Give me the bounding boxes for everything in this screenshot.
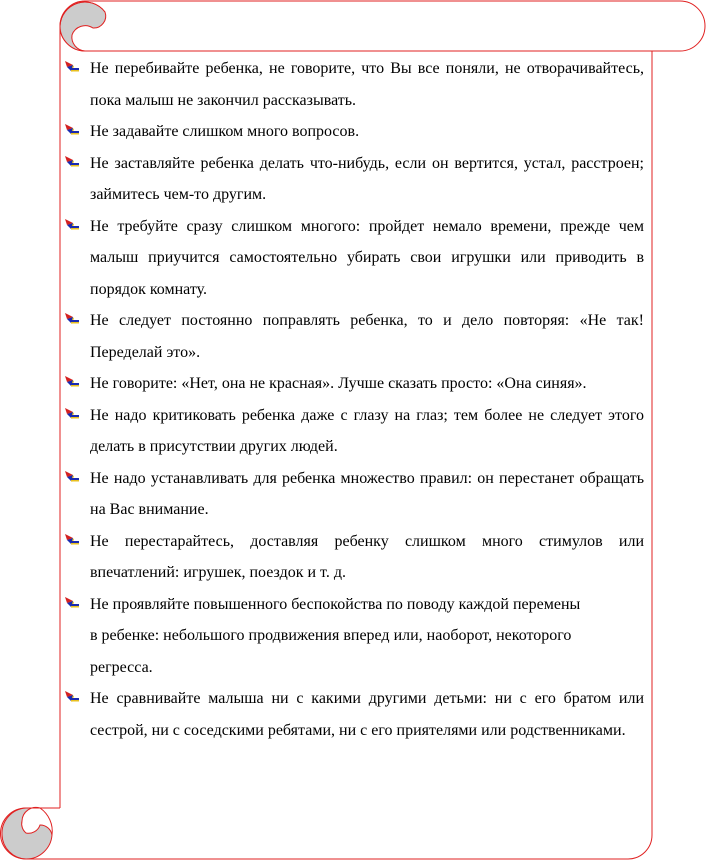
list-item-text: Не надо устанавливать для ребенка множество правил: он перестанет обращать на Вас внимание.: [90, 469, 644, 518]
list-item: [64, 463, 644, 526]
pushpin-bullet-icon: [64, 690, 80, 704]
list-item: [64, 53, 644, 116]
list-item-text: Не заставляйте ребенка делать что-нибудь, если он вертится, устал, расстроен; займитесь чем-то другим.: [90, 154, 644, 203]
list-item-text: Не задавайте слишком много вопросов.: [90, 123, 360, 140]
list-item-text: Не следует постоянно поправлять ребенка, то и дело повторяя: «Не так! Переделай это».: [90, 312, 644, 361]
pushpin-bullet-icon: [64, 312, 80, 326]
pushpin-bullet-icon: [64, 218, 80, 232]
advice-list: [64, 53, 644, 746]
pushpin-bullet-icon: [64, 533, 80, 547]
list-item-text: Не проявляйте повышенного беспокойства по поводу каждой перемены в ребенке: небольшого продвижения вперед или, наоборот, некоторого регресса.: [90, 595, 581, 676]
list-item-text: Не требуйте сразу слишком многого: пройдет немало времени, прежде чем малыш приучится самостоятельно убирать свои игрушки или приводить в порядок комнату.: [90, 217, 644, 298]
pushpin-bullet-icon: [64, 60, 80, 74]
scroll-curl-icon: [60, 2, 106, 51]
pushpin-bullet-icon: [64, 375, 80, 389]
list-item-text: Не говорите: «Нет, она не красная». Лучше сказать просто: «Она синяя».: [90, 375, 587, 392]
pushpin-bullet-icon: [64, 123, 80, 137]
scroll-top-roll: [60, 1, 705, 51]
list-item-text: Не перебивайте ребенка, не говорите, что Вы все поняли, не отворачивайтесь, пока малыш не закончил рассказывать.: [90, 60, 644, 109]
list-item-text: Не сравнивайте малыша ни с какими другими детьми: ни с его братом или сестрой, ни с соседскими ребятами, ни с его приятелями или родственниками.: [90, 690, 644, 739]
list-item: [64, 368, 644, 400]
list-item: [64, 400, 644, 463]
list-item: [64, 589, 644, 684]
list-item: [64, 526, 644, 589]
list-item: [64, 683, 644, 746]
list-item-text: Не перестарайтесь, доставляя ребенку слишком много стимулов или впечатлений: игрушек, поездок и т. д.: [90, 532, 644, 581]
scroll-curl-icon: [2, 807, 52, 859]
list-item: [64, 305, 644, 368]
list-item: [64, 116, 644, 148]
pushpin-bullet-icon: [64, 596, 80, 610]
list-item-text: Не надо критиковать ребенка даже с глазу на глаз; тем более не следует этого делать в присутствии других людей.: [90, 406, 644, 455]
pushpin-bullet-icon: [64, 407, 80, 421]
list-item: [64, 148, 644, 211]
pushpin-bullet-icon: [64, 155, 80, 169]
pushpin-bullet-icon: [64, 470, 80, 484]
list-item: [64, 211, 644, 306]
